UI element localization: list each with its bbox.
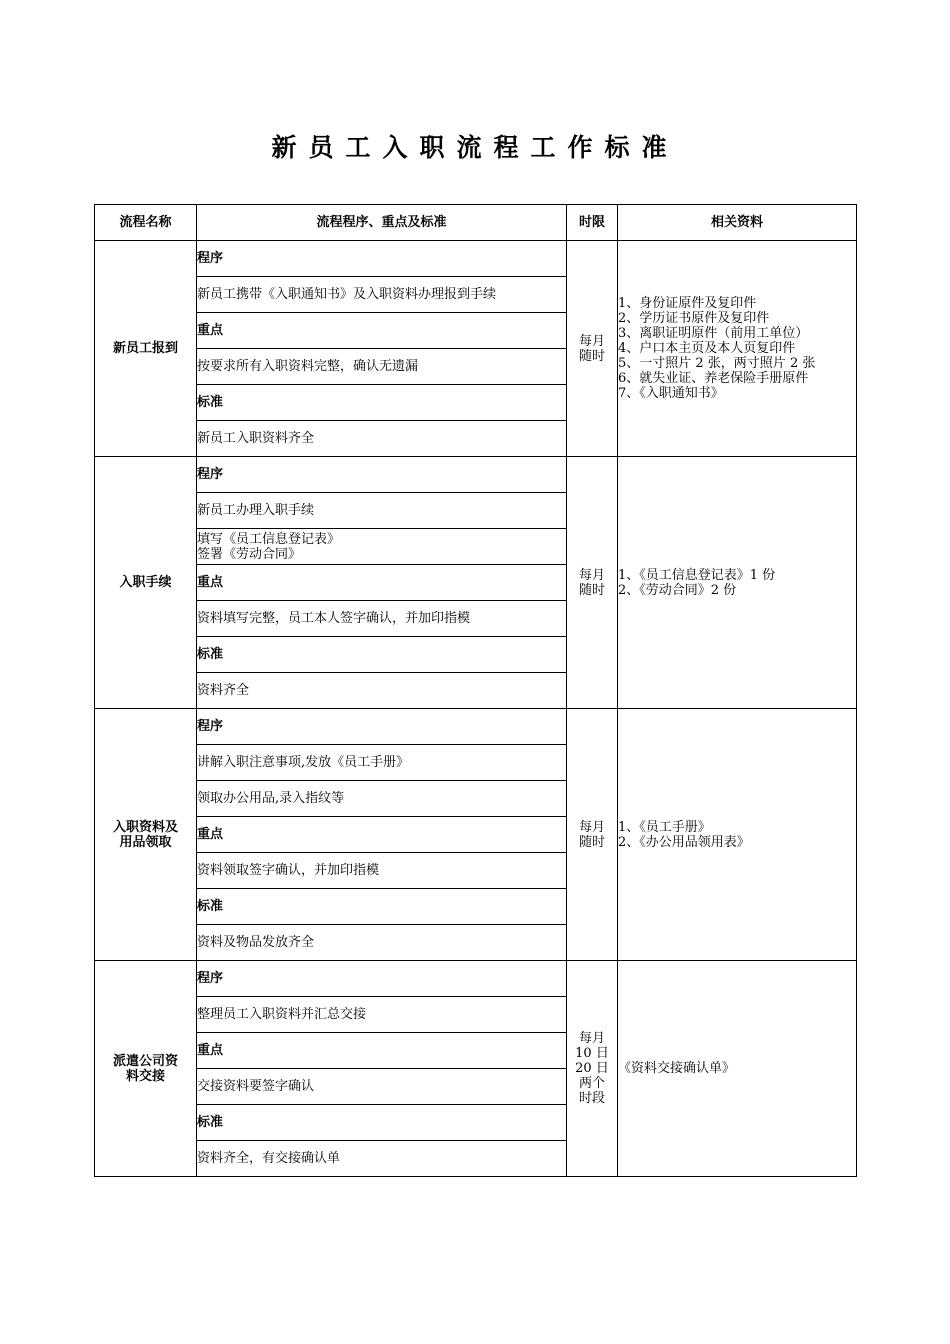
document-title: 新员工入职流程工作标准 bbox=[271, 133, 679, 162]
header-procedure: 流程程序、重点及标准 bbox=[197, 205, 567, 241]
cell-text-line: 资料齐全，有交接确认单 bbox=[197, 1151, 341, 1166]
key-point-text bbox=[197, 1069, 567, 1105]
material-item: 1、身份证原件及复印件 bbox=[618, 296, 757, 311]
material-item: 5、一寸照片 2 张，两寸照片 2 张 bbox=[618, 356, 816, 371]
process-name bbox=[95, 241, 197, 457]
cell-text-line: 签署《劳动合同》 bbox=[197, 546, 302, 562]
time-limit bbox=[567, 961, 618, 1177]
cell-text-line: 资料填写完整，员工本人签字确认，并加印指模 bbox=[197, 611, 471, 626]
process-name-line: 新员工报到 bbox=[112, 341, 178, 356]
material-item: 2、学历证书原件及复印件 bbox=[618, 311, 770, 326]
procedure-step bbox=[197, 493, 567, 529]
cell-text-line: 资料齐全 bbox=[197, 683, 250, 698]
process-name bbox=[95, 709, 197, 961]
section-label-key: 重点 bbox=[197, 565, 567, 601]
table-row bbox=[95, 709, 857, 745]
section-label-standard: 标准 bbox=[197, 385, 567, 421]
time-limit-line: 两个 bbox=[578, 1076, 605, 1091]
procedure-step bbox=[197, 745, 567, 781]
section-label-key: 重点 bbox=[197, 313, 567, 349]
time-limit bbox=[567, 241, 618, 457]
key-point-text bbox=[197, 349, 567, 385]
related-materials bbox=[618, 241, 857, 457]
related-materials bbox=[618, 961, 857, 1177]
section-label-standard: 标准 bbox=[197, 637, 567, 673]
time-limit-line: 随时 bbox=[578, 348, 605, 364]
cell-text-line: 新员工办理入职手续 bbox=[197, 503, 315, 518]
section-label-key: 重点 bbox=[197, 817, 567, 853]
time-limit-line: 随时 bbox=[578, 582, 605, 598]
material-item: 3、离职证明原件（前用工单位） bbox=[618, 326, 809, 341]
section-label-procedure: 程序 bbox=[197, 961, 567, 997]
cell-text-line: 按要求所有入职资料完整，确认无遗漏 bbox=[197, 359, 419, 374]
key-point-text bbox=[197, 853, 567, 889]
process-name bbox=[95, 961, 197, 1177]
table-row bbox=[95, 961, 857, 997]
onboarding-process-table bbox=[94, 204, 857, 1177]
process-name-line: 入职手续 bbox=[119, 575, 172, 590]
time-limit-line: 10 日 bbox=[575, 1046, 609, 1061]
related-materials bbox=[618, 457, 857, 709]
material-item: 2、《劳动合同》2 份 bbox=[618, 582, 737, 598]
cell-text-line: 交接资料要签字确认 bbox=[197, 1079, 315, 1094]
cell-text-line: 新员工携带《入职通知书》及入职资料办理报到手续 bbox=[197, 287, 497, 302]
table-row bbox=[95, 457, 857, 493]
standard-text bbox=[197, 421, 567, 457]
time-limit-line: 每月 bbox=[578, 819, 605, 835]
material-item: 4、户口本主页及本人页复印件 bbox=[618, 341, 796, 356]
cell-text-line: 领取办公用品,录入指纹等 bbox=[197, 791, 345, 806]
related-materials bbox=[618, 709, 857, 961]
process-name bbox=[95, 457, 197, 709]
cell-text-line: 资料领取签字确认，并加印指模 bbox=[197, 863, 380, 878]
time-limit bbox=[567, 457, 618, 709]
material-item: 1、《员工手册》 bbox=[618, 819, 711, 835]
process-name-line: 料交接 bbox=[125, 1068, 165, 1084]
procedure-step bbox=[197, 277, 567, 313]
cell-text-line: 新员工入职资料齐全 bbox=[197, 431, 315, 446]
key-point-text bbox=[197, 601, 567, 637]
material-item: 《资料交接确认单》 bbox=[618, 1061, 736, 1076]
time-limit-line: 20 日 bbox=[575, 1061, 609, 1076]
time-limit-line: 时段 bbox=[578, 1091, 605, 1106]
time-limit bbox=[567, 709, 618, 961]
standard-text bbox=[197, 673, 567, 709]
cell-text-line: 整理员工入职资料并汇总交接 bbox=[197, 1007, 367, 1022]
header-process-name: 流程名称 bbox=[95, 205, 197, 241]
time-limit-line: 每月 bbox=[578, 567, 605, 583]
procedure-step bbox=[197, 781, 567, 817]
table-row bbox=[95, 241, 857, 277]
process-name-line: 入职资料及 bbox=[112, 819, 178, 835]
table-header-row bbox=[95, 205, 857, 241]
cell-text-line: 填写《员工信息登记表》 bbox=[197, 531, 341, 547]
process-name-line: 派遣公司资 bbox=[112, 1053, 178, 1069]
time-limit-line: 每月 bbox=[578, 1031, 605, 1046]
time-limit-line: 随时 bbox=[578, 834, 605, 850]
header-related-materials: 相关资料 bbox=[618, 205, 857, 241]
cell-text-line: 讲解入职注意事项,发放《员工手册》 bbox=[197, 755, 410, 770]
header-time-limit: 时限 bbox=[567, 205, 618, 241]
section-label-procedure: 程序 bbox=[197, 457, 567, 493]
section-label-standard: 标准 bbox=[197, 1105, 567, 1141]
material-item: 7、《入职通知书》 bbox=[618, 386, 724, 401]
standard-text bbox=[197, 925, 567, 961]
section-label-standard: 标准 bbox=[197, 889, 567, 925]
standard-text bbox=[197, 1141, 567, 1177]
section-label-key: 重点 bbox=[197, 1033, 567, 1069]
procedure-step bbox=[197, 997, 567, 1033]
process-name-line: 用品领取 bbox=[119, 834, 172, 850]
material-item: 2、《办公用品领用表》 bbox=[618, 834, 750, 850]
table-body bbox=[95, 241, 857, 1177]
procedure-step bbox=[197, 529, 567, 565]
time-limit-line: 每月 bbox=[578, 333, 605, 349]
section-label-procedure: 程序 bbox=[197, 241, 567, 277]
material-item: 6、就失业证、养老保险手册原件 bbox=[618, 371, 809, 386]
material-item: 1、《员工信息登记表》1 份 bbox=[618, 567, 776, 583]
section-label-procedure: 程序 bbox=[197, 709, 567, 745]
cell-text-line: 资料及物品发放齐全 bbox=[197, 935, 315, 950]
